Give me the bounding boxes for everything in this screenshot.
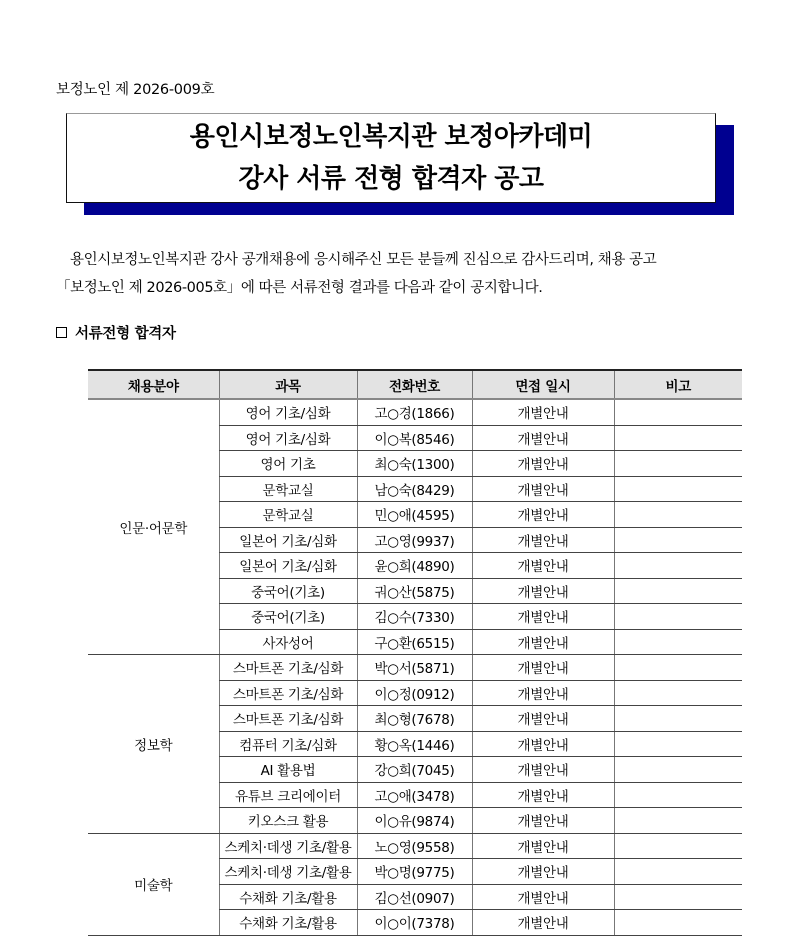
interview-cell: 개별안내	[472, 808, 614, 834]
interview-cell: 개별안내	[472, 578, 614, 604]
subject-cell: 수채화 기초/활용	[219, 884, 357, 910]
table-body	[88, 399, 742, 935]
interview-cell: 개별안내	[472, 731, 614, 757]
table-row	[88, 833, 742, 859]
interview-cell: 개별안내	[472, 527, 614, 553]
interview-cell: 개별안내	[472, 629, 614, 655]
phone-cell: 고○애(3478)	[357, 782, 472, 808]
interview-cell: 개별안내	[472, 451, 614, 477]
phone-cell: 김○수(7330)	[357, 604, 472, 630]
interview-cell: 개별안내	[472, 833, 614, 859]
interview-cell: 개별안내	[472, 399, 614, 425]
header-note: 비고	[614, 370, 742, 399]
note-cell	[614, 910, 742, 936]
document-number: 보정노인 제 2026-009호	[56, 82, 215, 98]
phone-cell: 이○유(9874)	[357, 808, 472, 834]
subject-cell: 영어 기초/심화	[219, 399, 357, 425]
subject-cell: 스케치·데생 기초/활용	[219, 833, 357, 859]
interview-cell: 개별안내	[472, 604, 614, 630]
results-table	[88, 369, 742, 936]
header-category: 채용분야	[88, 370, 219, 399]
subject-cell: 중국어(기초)	[219, 604, 357, 630]
title-box	[66, 113, 716, 203]
section-heading	[56, 322, 176, 343]
phone-cell: 김○선(0907)	[357, 884, 472, 910]
subject-cell: 스마트폰 기초/심화	[219, 680, 357, 706]
note-cell	[614, 451, 742, 477]
table-row	[88, 655, 742, 681]
category-cell: 미술학	[88, 833, 219, 935]
interview-cell: 개별안내	[472, 655, 614, 681]
interview-cell: 개별안내	[472, 782, 614, 808]
note-cell	[614, 833, 742, 859]
subject-cell: 일본어 기초/심화	[219, 553, 357, 579]
header-phone: 전화번호	[357, 370, 472, 399]
interview-cell: 개별안내	[472, 680, 614, 706]
phone-cell: 윤○희(4890)	[357, 553, 472, 579]
table-header-row	[88, 370, 742, 399]
note-cell	[614, 757, 742, 783]
subject-cell: AI 활용법	[219, 757, 357, 783]
section-title: 서류전형 합격자	[75, 326, 176, 342]
note-cell	[614, 553, 742, 579]
category-cell: 인문·어문학	[88, 399, 219, 655]
subject-cell: 중국어(기초)	[219, 578, 357, 604]
subject-cell: 사자성어	[219, 629, 357, 655]
note-cell	[614, 808, 742, 834]
phone-cell: 고○영(9937)	[357, 527, 472, 553]
subject-cell: 영어 기초/심화	[219, 425, 357, 451]
phone-cell: 남○숙(8429)	[357, 476, 472, 502]
intro-line-1: 용인시보정노인복지관 강사 공개채용에 응시해주신 모든 분들께 진심으로 감사드리며, 채용 공고	[70, 252, 657, 268]
note-cell	[614, 527, 742, 553]
phone-cell: 박○서(5871)	[357, 655, 472, 681]
phone-cell: 구○환(6515)	[357, 629, 472, 655]
header-interview: 면접 일시	[472, 370, 614, 399]
phone-cell: 황○옥(1446)	[357, 731, 472, 757]
intro-line-2: 「보정노인 제 2026-005호」에 따른 서류전형 결과를 다음과 같이 공지합니다.	[56, 280, 543, 296]
note-cell	[614, 884, 742, 910]
note-cell	[614, 706, 742, 732]
phone-cell: 최○형(7678)	[357, 706, 472, 732]
interview-cell: 개별안내	[472, 757, 614, 783]
note-cell	[614, 399, 742, 425]
note-cell	[614, 502, 742, 528]
table-row	[88, 399, 742, 425]
interview-cell: 개별안내	[472, 706, 614, 732]
note-cell	[614, 859, 742, 885]
phone-cell: 최○숙(1300)	[357, 451, 472, 477]
subject-cell: 일본어 기초/심화	[219, 527, 357, 553]
subject-cell: 수채화 기초/활용	[219, 910, 357, 936]
title-line-1: 용인시보정노인복지관 보정아카데미	[189, 122, 593, 152]
phone-cell: 고○경(1866)	[357, 399, 472, 425]
subject-cell: 유튜브 크리에이터	[219, 782, 357, 808]
subject-cell: 영어 기초	[219, 451, 357, 477]
interview-cell: 개별안내	[472, 859, 614, 885]
intro-paragraph	[56, 246, 746, 302]
interview-cell: 개별안내	[472, 425, 614, 451]
interview-cell: 개별안내	[472, 884, 614, 910]
interview-cell: 개별안내	[472, 502, 614, 528]
note-cell	[614, 629, 742, 655]
phone-cell: 궈○산(5875)	[357, 578, 472, 604]
phone-cell: 민○애(4595)	[357, 502, 472, 528]
phone-cell: 노○영(9558)	[357, 833, 472, 859]
subject-cell: 문학교실	[219, 476, 357, 502]
subject-cell: 문학교실	[219, 502, 357, 528]
header-subject: 과목	[219, 370, 357, 399]
phone-cell: 이○복(8546)	[357, 425, 472, 451]
subject-cell: 스마트폰 기초/심화	[219, 706, 357, 732]
note-cell	[614, 425, 742, 451]
phone-cell: 강○희(7045)	[357, 757, 472, 783]
interview-cell: 개별안내	[472, 910, 614, 936]
note-cell	[614, 680, 742, 706]
title-line-2: 강사 서류 전형 합격자 공고	[238, 164, 544, 194]
category-cell: 정보학	[88, 655, 219, 834]
interview-cell: 개별안내	[472, 476, 614, 502]
note-cell	[614, 731, 742, 757]
note-cell	[614, 604, 742, 630]
subject-cell: 스케치·데생 기초/활용	[219, 859, 357, 885]
subject-cell: 컴퓨터 기초/심화	[219, 731, 357, 757]
phone-cell: 박○명(9775)	[357, 859, 472, 885]
phone-cell: 이○정(0912)	[357, 680, 472, 706]
note-cell	[614, 578, 742, 604]
note-cell	[614, 655, 742, 681]
interview-cell: 개별안내	[472, 553, 614, 579]
note-cell	[614, 476, 742, 502]
subject-cell: 키오스크 활용	[219, 808, 357, 834]
checkbox-square-icon	[56, 327, 67, 338]
phone-cell: 이○이(7378)	[357, 910, 472, 936]
subject-cell: 스마트폰 기초/심화	[219, 655, 357, 681]
note-cell	[614, 782, 742, 808]
